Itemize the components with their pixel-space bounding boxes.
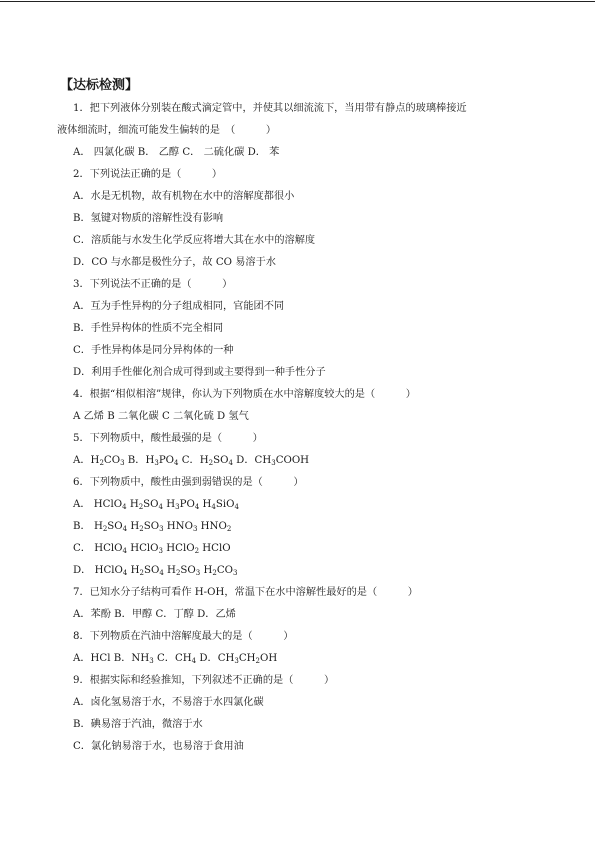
question-9-option-b[interactable]: B．碘易溶于汽油，微溶于水 — [73, 719, 203, 730]
option-c[interactable]: C．丁醇 — [155, 609, 194, 620]
option-a[interactable]: A．HCl — [73, 653, 111, 664]
question-2-option-b[interactable]: B．氢键对物质的溶解性没有影响 — [73, 213, 224, 224]
option-d[interactable]: D 氢气 — [217, 411, 249, 422]
question-5-options — [57, 450, 547, 472]
option-label: A． — [73, 455, 91, 466]
question-3-option-a[interactable]: A．互为手性异构的分子组成相同，官能团不同 — [73, 301, 285, 312]
question-6-option-a[interactable]: A． HClO$_4$ $H_2SO_4$ $H_3PO_4$ $H_4SiO_4$ — [73, 499, 239, 511]
option-label: B． — [127, 455, 146, 466]
option-d[interactable]: D．乙烯 — [197, 609, 236, 620]
option-b[interactable]: B 二氧化碳 — [107, 411, 159, 422]
option-label: C． — [181, 455, 200, 466]
option-label: A． — [73, 653, 91, 664]
question-9-stem: 9．根据实际和经验推知，下列叙述不正确的是（ ） — [73, 675, 335, 686]
question-8-stem: 8．下列物质在汽油中溶解度最大的是（ ） — [73, 631, 294, 642]
question-4-stem: 4．根据“相似相溶”规律，你认为下列物质在水中溶解度较大的是（ ） — [73, 389, 416, 400]
question-1-stem-cont: 液体细流时，细流可能发生偏转的是 （ ） — [57, 125, 277, 136]
option-c[interactable]: C．$CH_4$ — [156, 653, 197, 665]
question-1-options — [57, 142, 547, 164]
question-2-option-d[interactable]: D．CO 与水都是极性分子，故 CO 易溶于水 — [73, 257, 276, 268]
question-9-option-c[interactable]: C．氯化钠易溶于水，也易溶于食用油 — [73, 741, 244, 752]
question-8-options — [57, 648, 547, 670]
option-label: B． — [73, 521, 91, 532]
question-6-stem: 6．下列物质中，酸性由强到弱错误的是（ ） — [73, 477, 304, 488]
question-6-option-b[interactable]: B． $H_2SO_4$ $H_2SO_3$ $HNO_3$ $HNO_2$ — [73, 521, 232, 533]
option-a[interactable]: A 乙烯 — [73, 411, 104, 422]
question-3-stem: 3．下列说法不正确的是（ ） — [73, 279, 233, 290]
option-c[interactable]: C． 二硫化碳 — [182, 147, 245, 158]
question-2-stem: 2．下列说法正确的是（ ） — [73, 169, 223, 180]
option-b[interactable]: B．$NH_3$ — [113, 653, 154, 665]
option-label: B． — [113, 653, 132, 664]
option-b[interactable]: B．$H_3PO_4$ — [127, 455, 179, 467]
question-4-options — [57, 406, 547, 428]
question-3-option-b[interactable]: B．手性异构体的性质不完全相同 — [73, 323, 224, 334]
question-7-options — [57, 604, 547, 626]
question-7-stem: 7．已知水分子结构可看作 H-OH，常温下在水中溶解性最好的是（ ） — [73, 587, 418, 598]
option-label: C． — [156, 653, 175, 664]
option-d[interactable]: D． 苯 — [247, 147, 280, 158]
option-label: D． — [199, 653, 218, 664]
option-label: A． — [73, 499, 91, 510]
document-body — [57, 74, 547, 758]
option-b[interactable]: B．甲醇 — [114, 609, 153, 620]
option-b[interactable]: B． 乙醇 — [137, 147, 180, 158]
option-a[interactable]: A． 四氯化碳 — [73, 147, 135, 158]
option-c[interactable]: C 二氧化硫 — [161, 411, 214, 422]
question-1-stem: 1．把下列液体分别装在酸式滴定管中，并使其以细流流下，当用带有静点的玻璃棒接近 — [73, 103, 467, 114]
section-title: 【达标检测】 — [60, 78, 139, 93]
option-d[interactable]: D．$CH_3CH_2OH$ — [199, 653, 278, 665]
option-label: D． — [236, 455, 255, 466]
question-2-option-a[interactable]: A．水是无机物，故有机物在水中的溶解度都很小 — [73, 191, 295, 202]
option-a[interactable]: A．苯酚 — [73, 609, 111, 620]
question-6-option-d[interactable]: D． HClO$_4$ $H_2SO_4$ $H_2SO_3$ $H_2CO_3$ — [73, 565, 238, 577]
question-2-option-c[interactable]: C．溶质能与水发生化学反应将增大其在水中的溶解度 — [73, 235, 316, 246]
question-3-option-c[interactable]: C．手性异构体是同分异构体的一种 — [73, 345, 234, 356]
top-rule — [0, 1, 595, 2]
option-label: D． — [73, 565, 92, 576]
option-label: C． — [73, 543, 91, 554]
question-9-option-a[interactable]: A．卤化氢易溶于水，不易溶于水四氯化碳 — [73, 697, 264, 708]
question-5-stem: 5．下列物质中，酸性最强的是（ ） — [73, 433, 263, 444]
question-6-option-c[interactable]: C． HClO$_4$ HClO$_3$ HClO$_2$ HClO — [73, 543, 231, 555]
question-3-option-d[interactable]: D．利用手性催化剂合成可得到或主要得到一种手性分子 — [73, 367, 326, 378]
option-a[interactable]: A．$H_2CO_3$ — [73, 455, 125, 467]
option-d[interactable]: D．$CH_3COOH$ — [236, 455, 310, 467]
option-c[interactable]: C．$H_2SO_4$ — [181, 455, 233, 467]
